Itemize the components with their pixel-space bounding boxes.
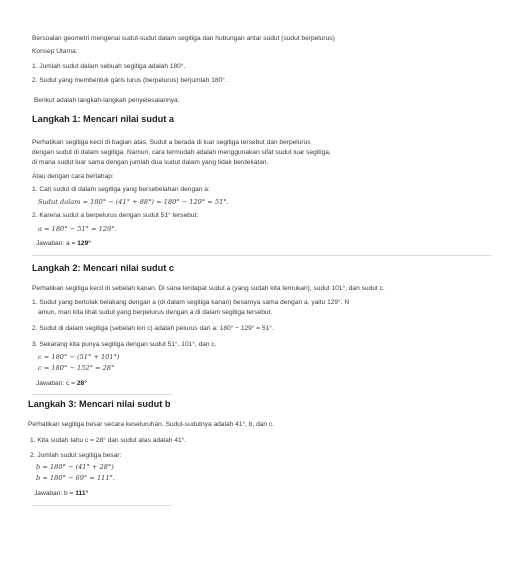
step1-answer <box>36 240 91 248</box>
step2-item-1-continued: amun, mari kita lihat sudut yang berpelurus dengan a di dalam segitiga tersebut. <box>38 309 273 316</box>
answer-value: 111° <box>75 490 89 497</box>
step1-paragraph: Perhatikan segitiga kecil di bagian atas. Sudut a berada di luar segitiga tersebut dan berpelurus <box>32 139 311 146</box>
divider <box>32 255 492 256</box>
step1-equation: a = 180° − 51° = 129°. <box>38 225 117 233</box>
answer-value: 129° <box>77 240 91 247</box>
divider <box>32 505 172 506</box>
step2-equation: c = 180° − (51° + 101°) <box>38 353 120 361</box>
step3-item-2: 2. Jumlah sudut segitiga besar: <box>30 452 122 459</box>
step3-equation: b = 180° − (41° + 28°) <box>36 463 114 471</box>
step3-item-1: 1. Kita sudah tahu c = 28° dan sudut atas adalah 41°. <box>30 437 187 444</box>
step3-title: Langkah 3: Mencari nilai sudut b <box>28 399 171 409</box>
konsep-item-1: 1. Jumlah sudut dalam sebuah segitiga adalah 180°. <box>32 63 186 70</box>
konsep-item-2: 2. Sudut yang membentuk garis lurus (berpelurus) berjumlah 180°. <box>32 77 227 84</box>
step2-answer <box>36 380 87 388</box>
intro-line: Bersoalan geometri mengenai sudut-sudut dalam segitiga dan hubungan antar sudut (sudut berpelurus) <box>32 35 335 42</box>
answer-label: Jawaban: b = <box>34 490 76 497</box>
step2-item-1: 1. Sudut yang bertolak belakang dengan a (di dalam segitiga kanan) besarnya sama dengan a, yaitu 129°. N <box>32 299 350 306</box>
step1-paragraph: Atau dengan cara bertahap: <box>32 173 114 180</box>
step1-paragraph: di mana sudut luar sama dengan jumlah dua sudut dalam yang tidak berdekatan. <box>32 159 269 166</box>
steps-intro: Berikut adalah langkah-langkah penyelesaiannya: <box>34 97 180 104</box>
step3-answer <box>34 490 88 498</box>
step2-item-2: 2. Sudut di dalam segitiga (sebelah kiri c) adalah pelurus dari a: 180° − 129° = 51°. <box>32 325 274 332</box>
step3-equation: b = 180° − 69° = 111°. <box>36 474 115 482</box>
answer-label: Jawaban: c = <box>36 380 77 387</box>
step3-paragraph: Perhatikan segitiga besar secara keseluruhan. Sudut-sudutnya adalah 41°, b, dan c. <box>28 421 275 428</box>
step1-item-2: 2. Karena sudut a berpelurus dengan sudut 51° tersebut: <box>32 212 199 219</box>
answer-value: 28° <box>76 380 87 387</box>
answer-label: Jawaban: a = <box>36 240 78 247</box>
step2-title: Langkah 2: Mencari nilai sudut c <box>32 263 174 273</box>
konsep-title: Konsep Utama: <box>32 48 78 55</box>
step1-paragraph: dengan sudut di dalam segitiga. Namun, cara termudah adalah menggunakan sifat sudut luar segitiga, <box>32 149 331 156</box>
step2-item-3: 3. Sekarang kita punya segitiga dengan sudut 51°, 101°, dan c. <box>32 341 217 348</box>
step1-equation: Sudut dalam = 180° − (41° + 88°) = 180° − 129° = 51°. <box>38 198 229 206</box>
step1-title: Langkah 1: Mencari nilai sudut a <box>32 114 174 124</box>
divider <box>32 394 172 395</box>
step2-paragraph: Perhatikan segitiga kecil di sebelah kanan. Di sana terdapat sudut a (yang sudah kita temukan), sudut 101°, dan sudut c. <box>32 285 385 292</box>
step2-equation: c = 180° − 152° = 28° <box>38 364 115 372</box>
step1-item-1: 1. Cari sudut di dalam segitiga yang bersebelahan dengan a: <box>32 186 210 193</box>
